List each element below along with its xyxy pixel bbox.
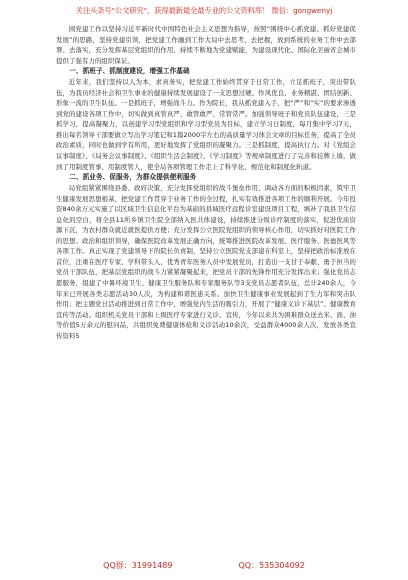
intro-paragraph: 园党建工作以坚持习近平新时代中国特色社会主义思想为指导，按照“围绕中心抓党建、抓好党建促发展”的思路，坚持党建引领，把党建工作融到工作大局中去思考、去把握，放到系统的业务工作中去部署、去落实，充分发挥基层党组织的作用，持续不断地为党建赋能，为建设现代化、国际化美丽省会城市提供了强有力的组织保证。 — [56, 25, 356, 65]
section-heading-2: 二、抓业务、促服务，为群众提供便利服务 — [69, 173, 197, 182]
top-banner: 关注头条号"公文研究"，获得最新最全最专业的公文资料库！ 微信：gongwenyj — [75, 6, 333, 15]
document-body — [56, 24, 356, 341]
qq-group: QQ群：31991489 — [103, 561, 173, 570]
qq-number: QQ：535304092 — [238, 561, 305, 570]
section-paragraph-1: 近年来，我们坚持以人为本，求真务实，把党建工作始终贯穿于日常工作，立足抓班子，突出带队伍，为我员经济社会和卫生事业的健康持续发展建设了一支思想过硬、作风优良、业务精湛、团结创新、形象一流的卫生队伍。一是抓班子，增强战斗力。作为院长，我从抓党建入手，把“严”和“实”的要求渗透到党的建设各项工作中，切实做到真管真严、敢管敢严、常管常严。加强领导班子和党员队伍建设，三是抓学习，提高凝聚力，以创建学习型党组织和学习型党员为目标，建立学习日制度，每月集中学习7天，推出每名领导干部要做立写出学习笔记和1篇2000字左右的高质量学习体会文章的目标任务，提高了全员政治素质，同时也做到学有所用，更好地发挥了党组织的凝聚力。三是抓制度，提高执行力。对《党组会议事制度》、《局务会议事制度》、《组织生活会制度》、《学习制度》等规章制度进行了完善和挂牌上墙，做到了用制度管事、用制度管人，使全局各项管理工作走上了科学化、规范化和制度化轨道。 — [56, 78, 356, 171]
footer-contact — [0, 560, 408, 572]
section-paragraph-2: 局党组紧紧围绕县委、政府决策，充分发挥党组织的战斗堡垒作用，调动各方面的积极因素，筑牢卫生健康发展思想根基，把党建工作贯穿于业务工作的全过程，扎实有效推进各项工作的顺利开展。今年投资840余万元实施了以区域卫生信息化平台为基础的县域医疗远程诊室建设项目工程，填补了我县卫生信息化的空白，将全县11所乡镇卫生院全部纳入医共体建设，持续推进分级诊疗制度的落实，促进优质资源下沉，为农村群众就近就医提供方便；充分发挥公立医院党组织的领导核心作用，切实抓好对医院工作的思想、政治和组织领导，确保医院改革发展正确方向，统筹推进医院改革发展、医疗服务、医德医风等各项工作。真正实现了党建领导下的院长负责制，坚持公立医院党支部建在科室上，坚持把政治标准放在首位，注重在医疗专家、学科带头人、优秀青年医务人员中发展党员，打造出一支甘于奉献、勇于担当的党员干部队伍，把基层党组织的战斗力紧紧凝聚起来，把党员干部的先锋作用充分发挥出来；强化党员志愿服务，组建了中暑环境卫生、健康卫生服务队和专家服务队等3支党员志愿者队伍，总计240余人，今年来已开展各类志愿活动30人次，为构建和谐医患关系。加快卫生健康事业发展起到了生力军和突击队作用；把主题党日活动推进到日常工作中，增强党内生活的吸引力，开展了“健康义诊下基层”、健康教育宣传等活动。组织机关党员干部和上级医疗专家进行义诊、宣传，今年以来共为困难群众送去米、面、油等价值5万余元的慰问品，共组织免费健康体检和义诊活动10余次，受益群众4000余人次，发放各类宣传资料5 — [56, 184, 356, 340]
section-heading-1: 一、抓班子、抓制度建设，增强工作基础 — [69, 67, 190, 76]
